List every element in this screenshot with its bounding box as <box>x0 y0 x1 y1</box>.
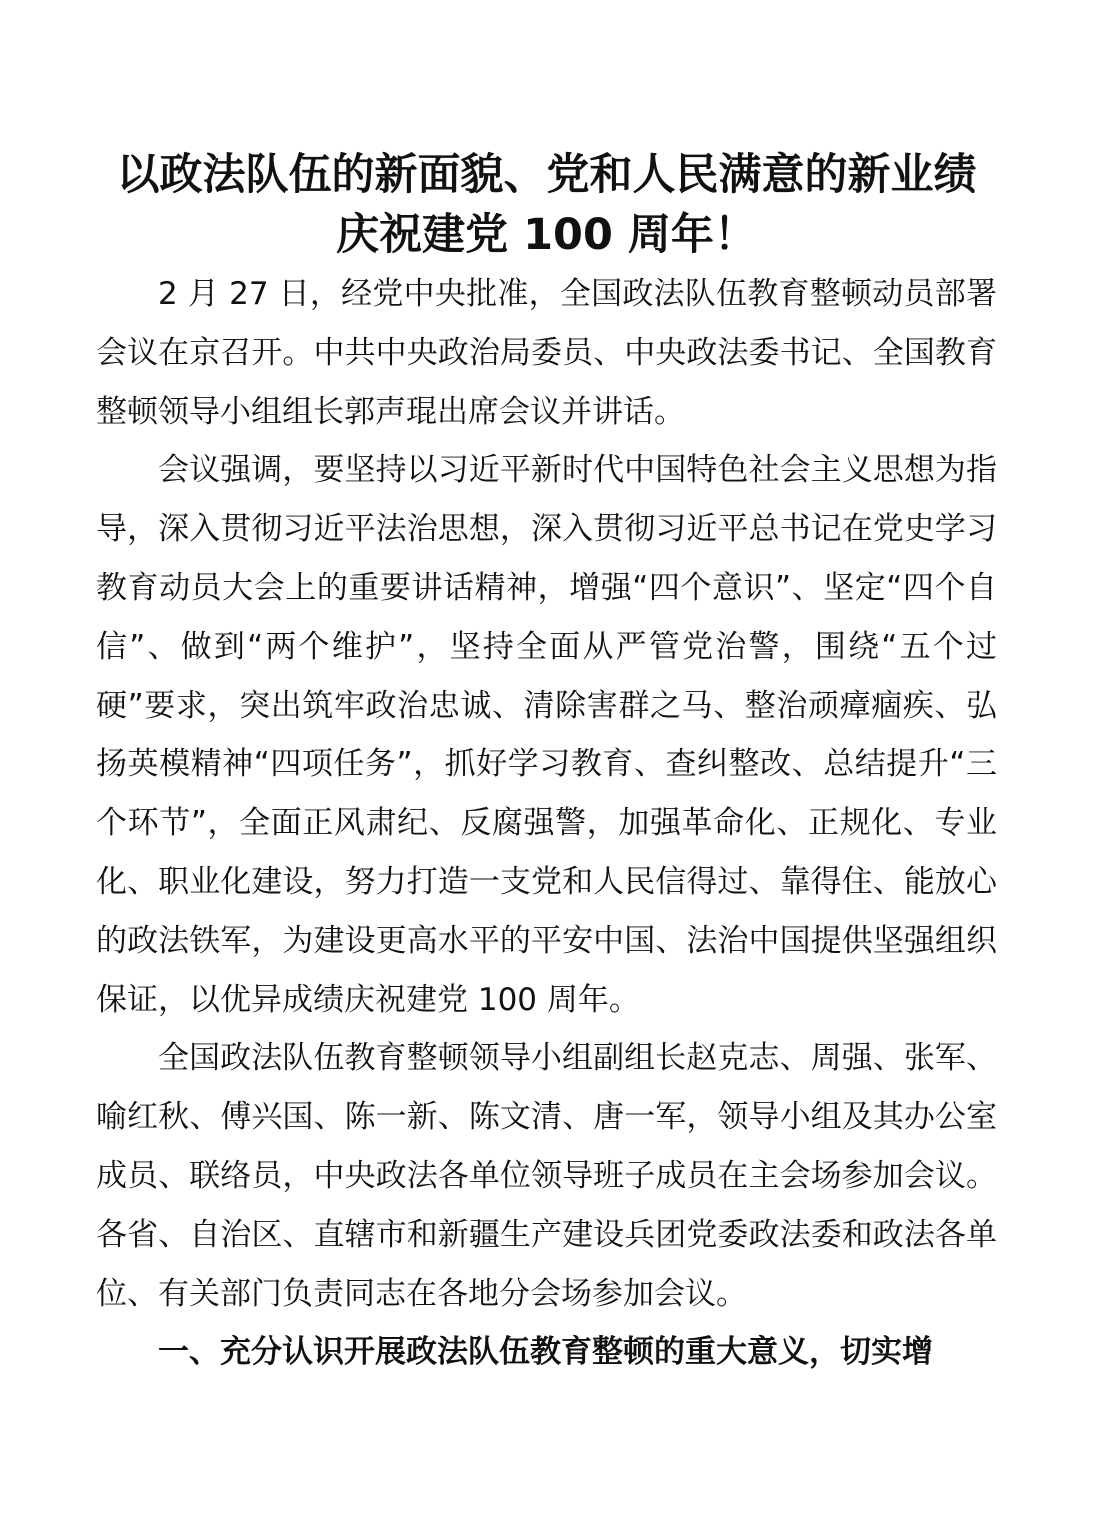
paragraph-meeting-convened: 2 月 27 日，经党中央批准，全国政法队伍教育整顿动员部署会议在京召开。中共中央政治局委员、中央政法委书记、全国教育整顿领导小组组长郭声琨出席会议并讲话。 <box>96 276 997 430</box>
section-heading-1: 一、充分认识开展政法队伍教育整顿的重大意义，切实增 <box>158 1334 933 1371</box>
paragraph-attendees: 全国政法队伍教育整顿领导小组副组长赵克志、周强、张军、喻红秋、傅兴国、陈一新、陈文清、唐一军，领导小组及其办公室成员、联络员，中央政法各单位领导班子成员在主会场参加会议。各省、自治区、直辖市和新疆生产建设兵团党委政法委和政法各单位、有关部门负责同志在各地分会场参加会议。 <box>96 1040 997 1312</box>
paragraph-meeting-emphasis: 会议强调，要坚持以习近平新时代中国特色社会主义思想为指导，深入贯彻习近平法治思想，深入贯彻习近平总书记在党史学习教育动员大会上的重要讲话精神，增强“四个意识”、坚定“四个自信”、做到“两个维护”，坚持全面从严管党治警，围绕“五个过硬”要求，突出筑牢政治忠诚、清除害群之马、整治顽瘴痼疾、弘扬英模精神“四项任务”，抓好学习教育、查纠整改、总结提升“三个环节”，全面正风肃纪、反腐强警，加强革命化、正规化、专业化、职业化建设，努力打造一支党和人民信得过、靠得住、能放心的政法铁军，为建设更高水平的平安中国、法治中国提供坚强组织保证，以优异成绩庆祝建党 100 周年。 <box>96 452 997 1018</box>
document-title: 以政法队伍的新面貌、党和人民满意的新业绩庆祝建党 100 周年！ <box>116 150 977 260</box>
